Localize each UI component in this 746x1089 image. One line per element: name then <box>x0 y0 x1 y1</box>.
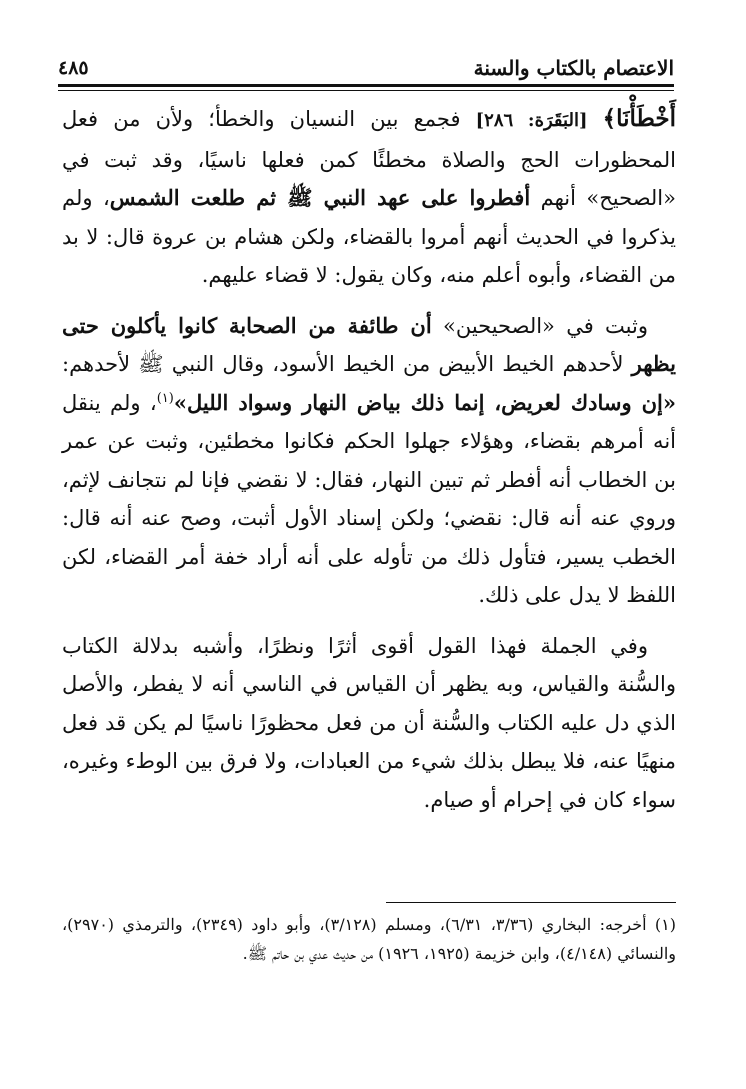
paragraph-1-text-a: فجمع بين النسيان والخطأ؛ ولأن من فعل المحظورات الحج والصلاة مخطئًا كمن فعلها ناسيًا، وقد ثبت في «الصحيح» أنهم <box>62 107 676 210</box>
paragraph-1-bold: أفطروا على عهد النبي ﷺ ثم طلعت الشمس <box>109 185 531 210</box>
main-text <box>62 100 676 819</box>
quran-verse-end: أَخْطَأْنَا﴾ <box>602 105 676 132</box>
quran-reference: [البَقَرَة: ٢٨٦] <box>475 110 588 131</box>
footnote-rule <box>386 902 676 903</box>
paragraph-2-bold-a: أن طائفة من الصحابة كانوا يأكلون حتى يظهر <box>62 312 676 376</box>
header-rule-thin <box>58 90 674 91</box>
paragraph-2 <box>62 307 676 615</box>
footnote-marker[interactable]: (١) <box>156 390 174 406</box>
paragraph-3: وفي الجملة فهذا القول أقوى أثرًا ونظرًا، وأشبه بدلالة الكتاب والسُّنة والقياس، وبه يظهر أن القياس في الناسي أنه لا يفطر، والأصل الذي دل عليه الكتاب والسُّنة أن من فعل محظورًا ناسيًا لم يكن قد فعل منهيًا عنه، فلا يبطل بذلك شيء من العبادات، ولا فرق بين الوطء وغيره، سواء كان في إحرام أو صيام. <box>62 633 676 812</box>
paragraph-2-text-c: ، ولم ينقل أنه أمرهم بقضاء، وهؤلاء جهلوا الحكم فكانوا مخطئين، وثبت عن عمر بن الخطاب أنه أفطر ثم تبين النهار، فقال: لا نقضي فإنا لم نتجانف لإثم، وروي عنه أنه قال: نقضي؛ ولكن إسناد الأول أثبت، وصح عنه أنه قال: الخطب يسير، فتأول ذلك من تأوله على أنه أراد خفة أمر القضاء، لكن اللفظ لا يدل على ذلك. <box>62 390 676 607</box>
paragraph-2-text-b: لأحدهم الخيط الأبيض من الخيط الأسود، وقال النبي ﷺ لأحدهم: <box>62 352 632 376</box>
page-header <box>58 50 674 80</box>
paragraph-1 <box>62 100 676 295</box>
hadith-quote: «إن وسادك لعريض، إنما ذلك بياض النهار وسواد الليل» <box>173 389 676 415</box>
footnotes <box>62 910 676 968</box>
footnote-1: (١) أخرجه: البخاري (٣/٣٦، ٦/٣١)، ومسلم (٣/١٢٨)، وأبو داود (٢٣٤٩)، والترمذي (٢٩٧٠)، والنسائي (٤/١٤٨)، وابن خزيمة (١٩٢٥، ١٩٢٦) من حديث عدي بن حاتم ﷺ. <box>62 915 677 963</box>
paragraph-1-text-b: ، ولم يذكروا في الحديث أنهم أمروا بالقضاء، ولكن هشام بن عروة قال: لا بد من القضاء، وأبوه أعلم منه، وكان يقول: لا قضاء عليهم. <box>62 186 676 287</box>
running-title: الاعتصام بالكتاب والسنة <box>473 56 674 80</box>
paragraph-2-text-a: وثبت في «الصحيحين» <box>431 313 648 338</box>
page-number: ٤٨٥ <box>58 57 89 79</box>
header-rule-thick <box>58 84 674 87</box>
